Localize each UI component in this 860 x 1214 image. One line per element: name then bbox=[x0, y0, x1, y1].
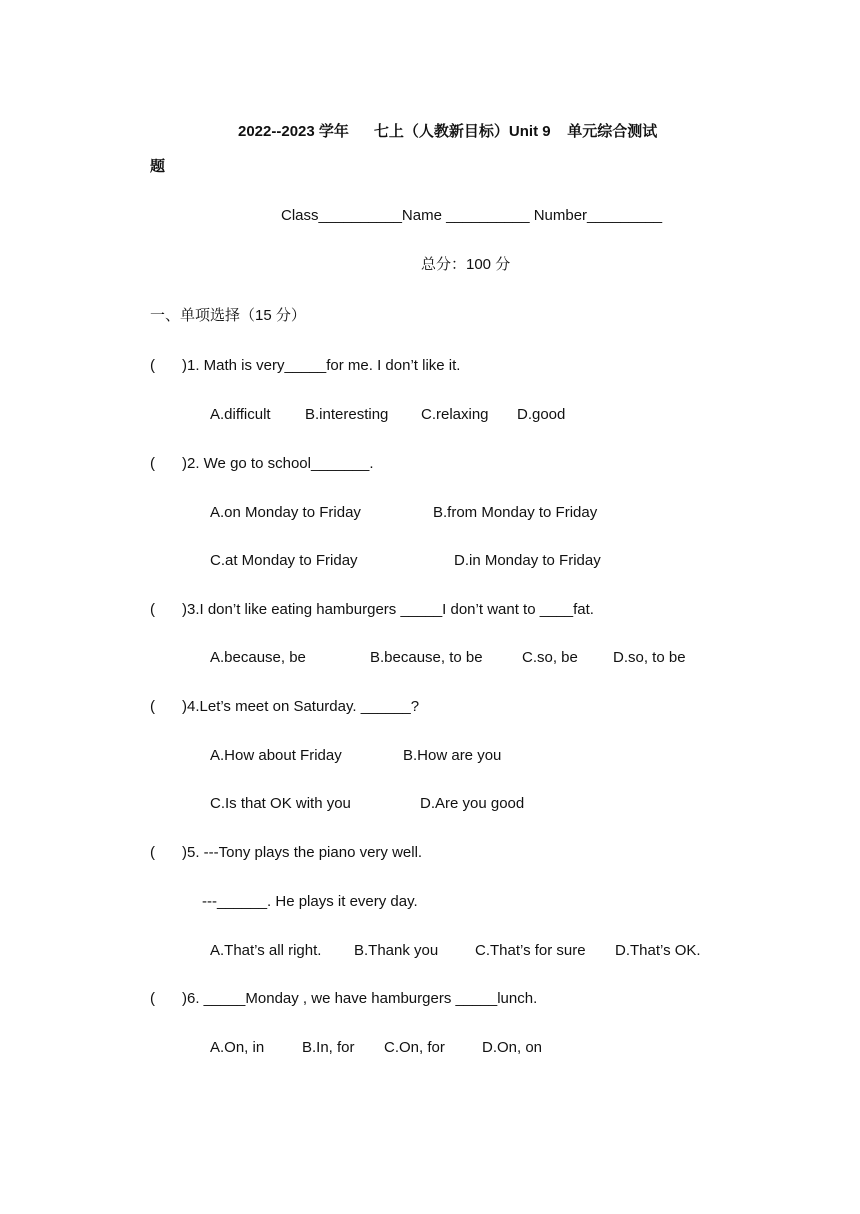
section-heading: 一、单项选择（15 分） bbox=[150, 307, 306, 324]
dialogue-reply: ---______. He plays it every day. bbox=[202, 893, 418, 910]
answer-paren: ( bbox=[150, 990, 155, 1007]
question-stem: )6. _____Monday , we have hamburgers _____lunch. bbox=[182, 990, 538, 1007]
option-c: C.On, for bbox=[384, 1039, 445, 1056]
answer-paren: ( bbox=[150, 601, 155, 618]
student-info-line: Class__________Name __________ Number_________ bbox=[281, 207, 663, 224]
option-b: B.interesting bbox=[305, 406, 389, 423]
option-c: C.relaxing bbox=[421, 406, 489, 423]
option-a: A.because, be bbox=[210, 649, 306, 666]
option-d: D.in Monday to Friday bbox=[454, 552, 601, 569]
option-d: D.That’s OK. bbox=[615, 942, 701, 959]
question-stem: )5. ---Tony plays the piano very well. bbox=[182, 844, 423, 861]
answer-paren: ( bbox=[150, 698, 155, 715]
option-c: C.at Monday to Friday bbox=[210, 552, 358, 569]
question-stem: )2. We go to school_______. bbox=[182, 455, 374, 472]
option-d: D.good bbox=[517, 406, 566, 423]
option-d: D.so, to be bbox=[613, 649, 686, 666]
question-stem: )4.Let’s meet on Saturday. ______? bbox=[182, 698, 420, 715]
option-a: A.How about Friday bbox=[210, 747, 342, 764]
option-c: C.Is that OK with you bbox=[210, 795, 351, 812]
option-b: B.In, for bbox=[302, 1039, 355, 1056]
option-b: B.from Monday to Friday bbox=[433, 504, 598, 521]
option-b: B.How are you bbox=[403, 747, 502, 764]
document-title-continuation: 题 bbox=[150, 158, 166, 175]
option-b: B.Thank you bbox=[354, 942, 439, 959]
option-c: C.That’s for sure bbox=[475, 942, 586, 959]
option-c: C.so, be bbox=[522, 649, 578, 666]
option-a: A.difficult bbox=[210, 406, 271, 423]
answer-paren: ( bbox=[150, 357, 155, 374]
total-score: 总分：100 分 bbox=[421, 256, 511, 273]
option-a: A.On, in bbox=[210, 1039, 265, 1056]
option-d: D.On, on bbox=[482, 1039, 543, 1056]
document-title: 2022--2023 学年 七上（人教新目标）Unit 9 单元综合测试 bbox=[238, 123, 658, 140]
option-d: D.Are you good bbox=[420, 795, 525, 812]
question-stem: )3.I don’t like eating hamburgers _____I don’t want to ____fat. bbox=[182, 601, 594, 618]
answer-paren: ( bbox=[150, 455, 155, 472]
option-b: B.because, to be bbox=[370, 649, 483, 666]
option-a: A.on Monday to Friday bbox=[210, 504, 361, 521]
answer-paren: ( bbox=[150, 844, 155, 861]
question-stem: )1. Math is very_____for me. I don’t like it. bbox=[182, 357, 461, 374]
option-a: A.That’s all right. bbox=[210, 942, 322, 959]
